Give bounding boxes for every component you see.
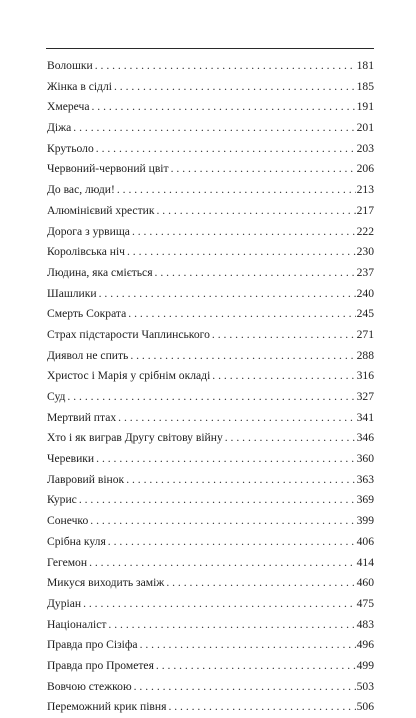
toc-entry-page: 213	[356, 183, 374, 197]
toc-entry	[47, 366, 374, 387]
toc-entry-page: 185	[356, 79, 374, 93]
dot-leader	[127, 242, 356, 263]
toc-entry-page: 181	[356, 59, 374, 72]
dot-leader	[156, 656, 356, 677]
toc-entry-page: 230	[356, 245, 374, 259]
toc-entry-title: Диявол не спить	[47, 348, 129, 362]
toc-entry-page: 460	[356, 576, 374, 590]
toc-entry-title: Мертвий птах	[47, 410, 117, 424]
toc-entry-title: Хмереча	[47, 100, 90, 114]
toc-entry-page: 201	[356, 121, 374, 135]
toc-entry-page: 245	[356, 307, 374, 321]
toc-entry-title: До вас, люди!	[47, 183, 115, 197]
toc-entry-page: 503	[356, 679, 374, 693]
dot-leader	[114, 77, 356, 98]
toc-entry-page: 369	[356, 493, 374, 507]
toc-entry-title: Королівська ніч	[47, 245, 125, 259]
toc-entry-title: Правда про Сізіфа	[47, 638, 138, 652]
dot-leader	[90, 511, 355, 532]
toc-entry-title: Лавровий вінок	[47, 472, 125, 486]
toc-entry-title: Правда про Прометея	[47, 658, 154, 672]
toc-entry-title: Суд	[47, 390, 66, 403]
toc-entry	[47, 284, 374, 305]
toc-entry	[47, 304, 374, 325]
toc-entry-title: Курис	[47, 493, 77, 507]
dot-leader	[89, 553, 356, 574]
toc-entry-page: 240	[356, 286, 374, 300]
toc-entry-title: Волошки	[47, 59, 93, 72]
toc-entry-page: 414	[356, 555, 374, 569]
table-of-contents	[47, 56, 374, 718]
toc-entry-title: Сонечко	[47, 514, 89, 528]
dot-leader	[212, 366, 355, 387]
toc-entry-title: Переможний крик півня	[47, 700, 167, 714]
toc-entry-page: 506	[356, 700, 374, 714]
toc-entry-page: 206	[356, 162, 374, 176]
dot-leader	[168, 697, 355, 718]
dot-leader	[118, 408, 355, 429]
dot-leader	[157, 201, 356, 222]
dot-leader	[140, 635, 356, 656]
dot-leader	[171, 159, 356, 180]
toc-entry-title: Черевики	[47, 452, 95, 466]
dot-leader	[95, 56, 356, 77]
toc-entry-title: Націоналіст	[47, 617, 107, 631]
toc-entry	[47, 697, 374, 718]
dot-leader	[67, 387, 355, 408]
toc-entry-title: Страх підстарости Чаплинського	[47, 327, 210, 341]
toc-entry-title: Гегемон	[47, 555, 88, 569]
toc-entry-title: Людина, яка сміється	[47, 265, 153, 279]
dot-leader	[79, 490, 356, 511]
dot-leader	[134, 677, 356, 698]
toc-entry-title: Червоний-червоний цвіт	[47, 162, 169, 176]
toc-entry-page: 496	[356, 638, 374, 652]
toc-entry-title: Дорога з урвища	[47, 224, 130, 238]
dot-leader	[117, 180, 356, 201]
toc-entry	[47, 573, 374, 594]
toc-entry-page: 237	[356, 265, 374, 279]
toc-entry	[47, 201, 374, 222]
dot-leader	[155, 263, 356, 284]
toc-entry	[47, 490, 374, 511]
toc-entry	[47, 139, 374, 160]
toc-entry	[47, 263, 374, 284]
toc-entry	[47, 511, 374, 532]
dot-leader	[108, 615, 355, 636]
toc-entry-title: Жінка в сідлі	[47, 79, 112, 93]
toc-entry-page: 363	[356, 472, 374, 486]
toc-entry-page: 191	[356, 100, 374, 114]
dot-leader	[132, 222, 356, 243]
toc-entry-page: 288	[356, 348, 374, 362]
toc-entry	[47, 594, 374, 615]
toc-entry-title: Шашлики	[47, 286, 97, 300]
top-rule	[46, 48, 374, 49]
toc-entry-title: Дуріан	[47, 596, 82, 610]
toc-entry-page: 327	[356, 390, 374, 403]
toc-entry-page: 406	[356, 534, 374, 548]
toc-entry	[47, 677, 374, 698]
toc-entry	[47, 159, 374, 180]
toc-entry-page: 316	[356, 369, 374, 383]
toc-entry-page: 341	[356, 410, 374, 424]
toc-entry	[47, 470, 374, 491]
dot-leader	[225, 428, 356, 449]
toc-entry	[47, 77, 374, 98]
toc-entry	[47, 532, 374, 553]
toc-entry	[47, 428, 374, 449]
toc-entry	[47, 553, 374, 574]
toc-entry-title: Крутьоло	[47, 141, 94, 155]
toc-entry	[47, 180, 374, 201]
toc-entry	[47, 222, 374, 243]
toc-entry	[47, 656, 374, 677]
dot-leader	[92, 97, 356, 118]
toc-entry	[47, 635, 374, 656]
toc-entry	[47, 325, 374, 346]
toc-entry-page: 222	[356, 224, 374, 238]
toc-entry	[47, 56, 374, 77]
toc-entry	[47, 346, 374, 367]
toc-entry	[47, 118, 374, 139]
toc-entry	[47, 242, 374, 263]
toc-entry-page: 360	[356, 452, 374, 466]
dot-leader	[73, 118, 355, 139]
toc-entry-title: Срібна куля	[47, 534, 106, 548]
dot-leader	[166, 573, 355, 594]
toc-entry	[47, 387, 374, 408]
toc-entry-page: 483	[356, 617, 374, 631]
toc-entry-title: Смерть Сократа	[47, 307, 127, 321]
dot-leader	[96, 139, 356, 160]
dot-leader	[96, 449, 355, 470]
toc-entry-title: Микуся виходить заміж	[47, 576, 165, 590]
dot-leader	[83, 594, 356, 615]
toc-entry-page: 475	[356, 596, 374, 610]
dot-leader	[126, 470, 355, 491]
toc-entry-title: Вовчою стежкою	[47, 679, 132, 693]
dot-leader	[99, 284, 356, 305]
toc-entry	[47, 615, 374, 636]
toc-entry-page: 399	[356, 514, 374, 528]
toc-entry-page: 217	[356, 203, 374, 217]
toc-entry-page: 271	[356, 327, 374, 341]
toc-entry	[47, 449, 374, 470]
toc-entry-page: 346	[356, 431, 374, 445]
toc-entry	[47, 97, 374, 118]
toc-entry-title: Діжа	[47, 121, 72, 135]
toc-entry-page: 203	[356, 141, 374, 155]
dot-leader	[128, 304, 355, 325]
dot-leader	[212, 325, 356, 346]
dot-leader	[130, 346, 355, 367]
toc-entry-title: Христос і Марія у срібнім окладі	[47, 369, 211, 383]
toc-entry	[47, 408, 374, 429]
toc-entry-title: Алюмінієвий хрестик	[47, 203, 155, 217]
dot-leader	[108, 532, 356, 553]
toc-entry-page: 499	[356, 658, 374, 672]
toc-entry-title: Хто і як виграв Другу світову війну	[47, 431, 223, 445]
